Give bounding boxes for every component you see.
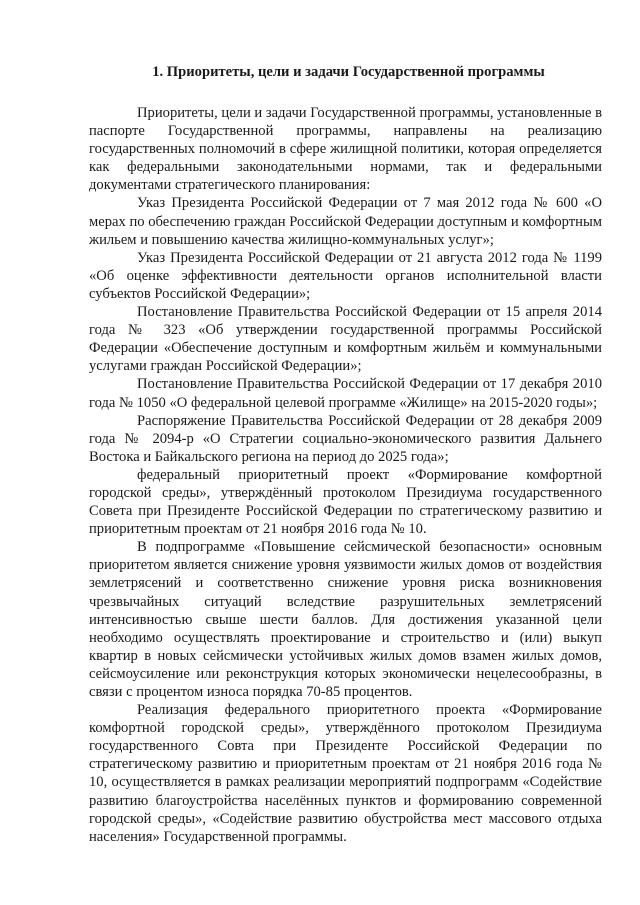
paragraph-decree-600: Указ Президента Российской Федерации от 7 мая 2012 года № 600 «О мерах по обеспечению граждан Российской Федерации доступным и комфортным жильем и повышению качества жилищно-коммунальных услуг»; — [89, 195, 602, 248]
paragraph-intro: Приоритеты, цели и задачи Государственной программы, установленные в паспорте Государственной программы, направлены на реализацию государственных полномочий в сфере жилищной политики, которая определяется как федеральными законодательными нормами, так и федеральными документами стратегического планирования: — [89, 105, 602, 194]
paragraph-seismic-subprogram: В подпрограмме «Повышение сейсмической безопасности» основным приоритетом является снижение уровня уязвимости жилых домов от воздействия землетрясений и соответственно снижение уровня риска возникновения чрезвычайных ситуаций вследствие разрушительных землетрясений интенсивностью свыше шести баллов. Для достижения указанной цели необходимо осуществлять проектирование и строительство и (или) выкуп квартир в новых сейсмически устойчивых жилых домов взамен жилых домов, сейсмоусиление или реконструкция которых экономически нецелесообразны, в связи с процентом износа порядка 70-85 процентов. — [89, 539, 602, 700]
section-heading: 1. Приоритеты, цели и задачи Государственной программы — [152, 64, 545, 80]
paragraph-resolution-323: Постановление Правительства Российской Федерации от 15 апреля 2014 года № 323 «Об утверждении государственной программы Российской Федерации «Обеспечение доступным и комфортным жильём и коммунальными услугами граждан Российской Федерации»; — [89, 304, 602, 375]
paragraph-urban-implementation: Реализация федерального приоритетного проекта «Формирование комфортной городской среды», утверждённого протоколом Президиума государственного Совта при Президенте Российской Федерации по стратегическому развитию и приоритетным проектам от 21 ноября 2016 года № 10, осуществляется в рамках реализации мероприятий подпрограмм «Содействие развитию благоустройства населённых пунктов и формированию современной городской среды», «Содействие развитию обустройства мест массового отдыха населения» Государственной программы. — [89, 702, 602, 845]
paragraph-resolution-1050: Постановление Правительства Российской Федерации от 17 декабря 2010 года № 1050 «О федеральной целевой программе «Жилище» на 2015-2020 годы»; — [89, 376, 602, 411]
paragraph-decree-1199: Указ Президента Российской Федерации от 21 августа 2012 года № 1199 «Об оценке эффективности деятельности органов исполнительной власти субъектов Российской Федерации»; — [89, 249, 602, 302]
paragraph-urban-project: федеральный приоритетный проект «Формирование комфортной городской среды», утверждённый протоколом Президиума государственного Совета при Президенте Российской Федерации по стратегическому развитию и приоритетным проектам от 21 ноября 2016 года № 10. — [89, 466, 602, 538]
paragraph-order-2094: Распоряжение Правительства Российской Федерации от 28 декабря 2009 года № 2094-р «О Стратегии социально-экономического развития Дальнего Востока и Байкальского региона на период до 2025 года»; — [89, 412, 602, 465]
